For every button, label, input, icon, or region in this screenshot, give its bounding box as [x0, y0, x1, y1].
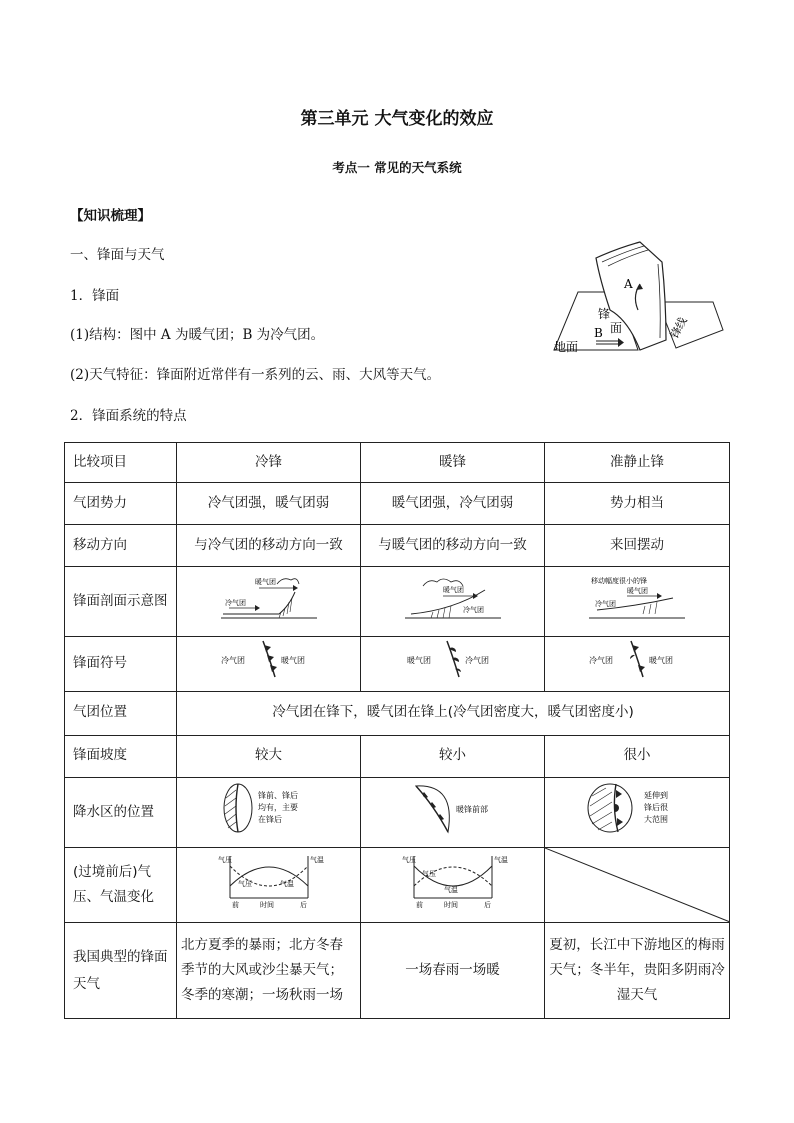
- chart-cold-y-left: 气压: [217, 856, 232, 865]
- chart-cold-series-pressure: 气压: [237, 880, 252, 889]
- symbol-cold-right: 暖气团: [280, 656, 305, 665]
- chart-cold-x-before: 前: [231, 901, 239, 909]
- cell-warm-change: [361, 848, 545, 923]
- symbol-warm-left: 暖气团: [406, 656, 431, 665]
- cell-stationary: 很小: [545, 735, 730, 777]
- cell-stationary: 来回摆动: [545, 525, 730, 567]
- table-header-row: [65, 443, 730, 483]
- chart-warm-y-left: 气压: [401, 856, 416, 865]
- cell-stationary-rain: [545, 777, 730, 848]
- cell-warm-rain: [361, 777, 545, 848]
- front-structure-figure: [548, 240, 726, 358]
- page-title: 第三单元 大气变化的效应: [300, 109, 494, 129]
- row-label: 锋面符号: [65, 637, 177, 692]
- cold-front-profile-diagram: [219, 574, 319, 620]
- profile-cold-cold-label: 冷气团: [224, 598, 246, 607]
- chart-warm-x-time: 时间: [443, 901, 458, 909]
- cell-stationary-change: [545, 848, 730, 923]
- profile-stat-warm-label: 暖气团: [627, 586, 648, 595]
- label-front1: 锋: [598, 307, 611, 321]
- cell-stationary: 夏初，长江中下游地区的梅雨天气；冬半年，贵阳多阴雨冷湿天气: [545, 923, 730, 1019]
- cell-cold: 北方夏季的暴雨；北方冬春季节的大风或沙尘暴天气；冬季的寒潮；一场秋雨一场: [177, 923, 361, 1019]
- row-label: 锋面坡度: [65, 735, 177, 777]
- chart-cold-x-after: 后: [299, 901, 307, 909]
- heading-front-system: 2．锋面系统的特点: [70, 408, 187, 424]
- symbol-stat-left: 冷气团: [589, 656, 613, 665]
- warm-front-rain-diagram: [398, 780, 508, 836]
- chart-cold-x-time: 时间: [259, 901, 274, 909]
- row-label: (过境前后)气压、气温变化: [65, 848, 177, 923]
- row-label: 气团位置: [65, 691, 177, 735]
- chart-warm-y-right: 气温: [493, 856, 508, 865]
- cell-cold-profile: [177, 567, 361, 637]
- label-a: A: [624, 277, 633, 291]
- front-comparison-table: [64, 442, 730, 1019]
- cell-stationary-symbol: [545, 637, 730, 692]
- header-item: 比较项目: [65, 443, 177, 483]
- warm-front-symbol: [403, 639, 503, 679]
- rain-cold-l1: 锋前、锋后: [257, 790, 298, 800]
- stationary-front-rain-diagram: [582, 780, 692, 836]
- stationary-front-profile-diagram: [587, 574, 687, 620]
- item-structure: (1)结构：图中 A 为暖气团；B 为冷气团。: [70, 327, 325, 343]
- chart-warm-x-before: 前: [415, 901, 423, 909]
- label-b: B: [594, 326, 603, 340]
- cell-cold: 冷气团强，暖气团弱: [177, 483, 361, 525]
- item-weather: (2)天气特征：锋面附近常伴有一系列的云、雨、大风等天气。: [70, 367, 441, 383]
- header-cold-front: 冷锋: [177, 443, 361, 483]
- table-row: [65, 848, 730, 923]
- chart-warm-x-after: 后: [483, 901, 491, 909]
- cell-warm: 与暖气团的移动方向一致: [361, 525, 545, 567]
- row-label: 气团势力: [65, 483, 177, 525]
- chart-cold-series-temp: 气温: [279, 880, 294, 889]
- label-front2: 面: [610, 321, 623, 335]
- rain-stat-l3: 大范围: [644, 814, 668, 824]
- table-row: [65, 567, 730, 637]
- rain-stat-l2: 锋后很: [644, 802, 668, 812]
- cell-cold-rain: [177, 777, 361, 848]
- header-stationary-front: 准静止锋: [545, 443, 730, 483]
- table-row: [65, 637, 730, 692]
- symbol-warm-right: 冷气团: [464, 656, 489, 665]
- stationary-front-symbol: [587, 639, 687, 679]
- cell-warm-profile: [361, 567, 545, 637]
- cold-front-rain-diagram: [214, 780, 324, 836]
- chart-cold-y-right: 气温: [309, 856, 324, 865]
- symbol-stat-right: 暖气团: [649, 656, 673, 665]
- row-label: 我国典型的锋面天气: [65, 923, 177, 1019]
- cell-stationary: 势力相当: [545, 483, 730, 525]
- table-row: [65, 691, 730, 735]
- rain-cold-l3: 在锋后: [257, 814, 282, 824]
- table-row: [65, 735, 730, 777]
- chart-warm-series-pressure: 气压: [421, 870, 436, 879]
- cell-warm: 暖气团强，冷气团弱: [361, 483, 545, 525]
- chart-warm-series-temp: 气温: [443, 886, 458, 895]
- heading-front: 1．锋面: [70, 288, 120, 304]
- label-front-line: 锋线: [667, 315, 690, 341]
- cell-position: 冷气团在锋下，暖气团在锋上(冷气团密度大，暖气团密度小): [177, 691, 730, 735]
- symbol-cold-left: 冷气团: [220, 656, 245, 665]
- warm-front-change-chart: [398, 852, 508, 908]
- header-warm-front: 暖锋: [361, 443, 545, 483]
- page-subtitle: 考点一 常见的天气系统: [332, 160, 462, 175]
- table-row: [65, 525, 730, 567]
- rain-stat-l1: 延伸到: [644, 790, 668, 800]
- cold-front-symbol: [219, 639, 319, 679]
- cell-cold-change: [177, 848, 361, 923]
- cold-front-change-chart: [214, 852, 324, 908]
- row-label: 降水区的位置: [65, 777, 177, 848]
- profile-cold-warm-label: 暖气团: [254, 577, 276, 586]
- cell-warm: 较小: [361, 735, 545, 777]
- cell-warm: 一场春雨一场暖: [361, 923, 545, 1019]
- profile-stat-cold-label: 冷气团: [595, 599, 616, 608]
- rain-cold-l2: 均有，主要: [257, 802, 298, 812]
- label-ground: 地面: [554, 340, 579, 354]
- cell-cold: 较大: [177, 735, 361, 777]
- table-row: [65, 923, 730, 1019]
- cell-cold-symbol: [177, 637, 361, 692]
- profile-stat-top-label: 移动幅度很小的锋: [591, 576, 647, 585]
- cell-cold: 与冷气团的移动方向一致: [177, 525, 361, 567]
- profile-warm-cold-label: 冷气团: [462, 605, 484, 614]
- cell-warm-symbol: [361, 637, 545, 692]
- row-label: 移动方向: [65, 525, 177, 567]
- table-row: [65, 777, 730, 848]
- warm-front-profile-diagram: [403, 574, 503, 620]
- diagonal-slash: [545, 848, 730, 922]
- row-label: 锋面剖面示意图: [65, 567, 177, 637]
- cell-stationary-profile: [545, 567, 730, 637]
- section-tag: 【知识梳理】: [70, 208, 151, 224]
- table-row: [65, 483, 730, 525]
- rain-warm-l1: 暖锋前部: [455, 804, 488, 814]
- heading-fronts-weather: 一、锋面与天气: [70, 247, 165, 263]
- profile-warm-warm-label: 暖气团: [442, 585, 464, 594]
